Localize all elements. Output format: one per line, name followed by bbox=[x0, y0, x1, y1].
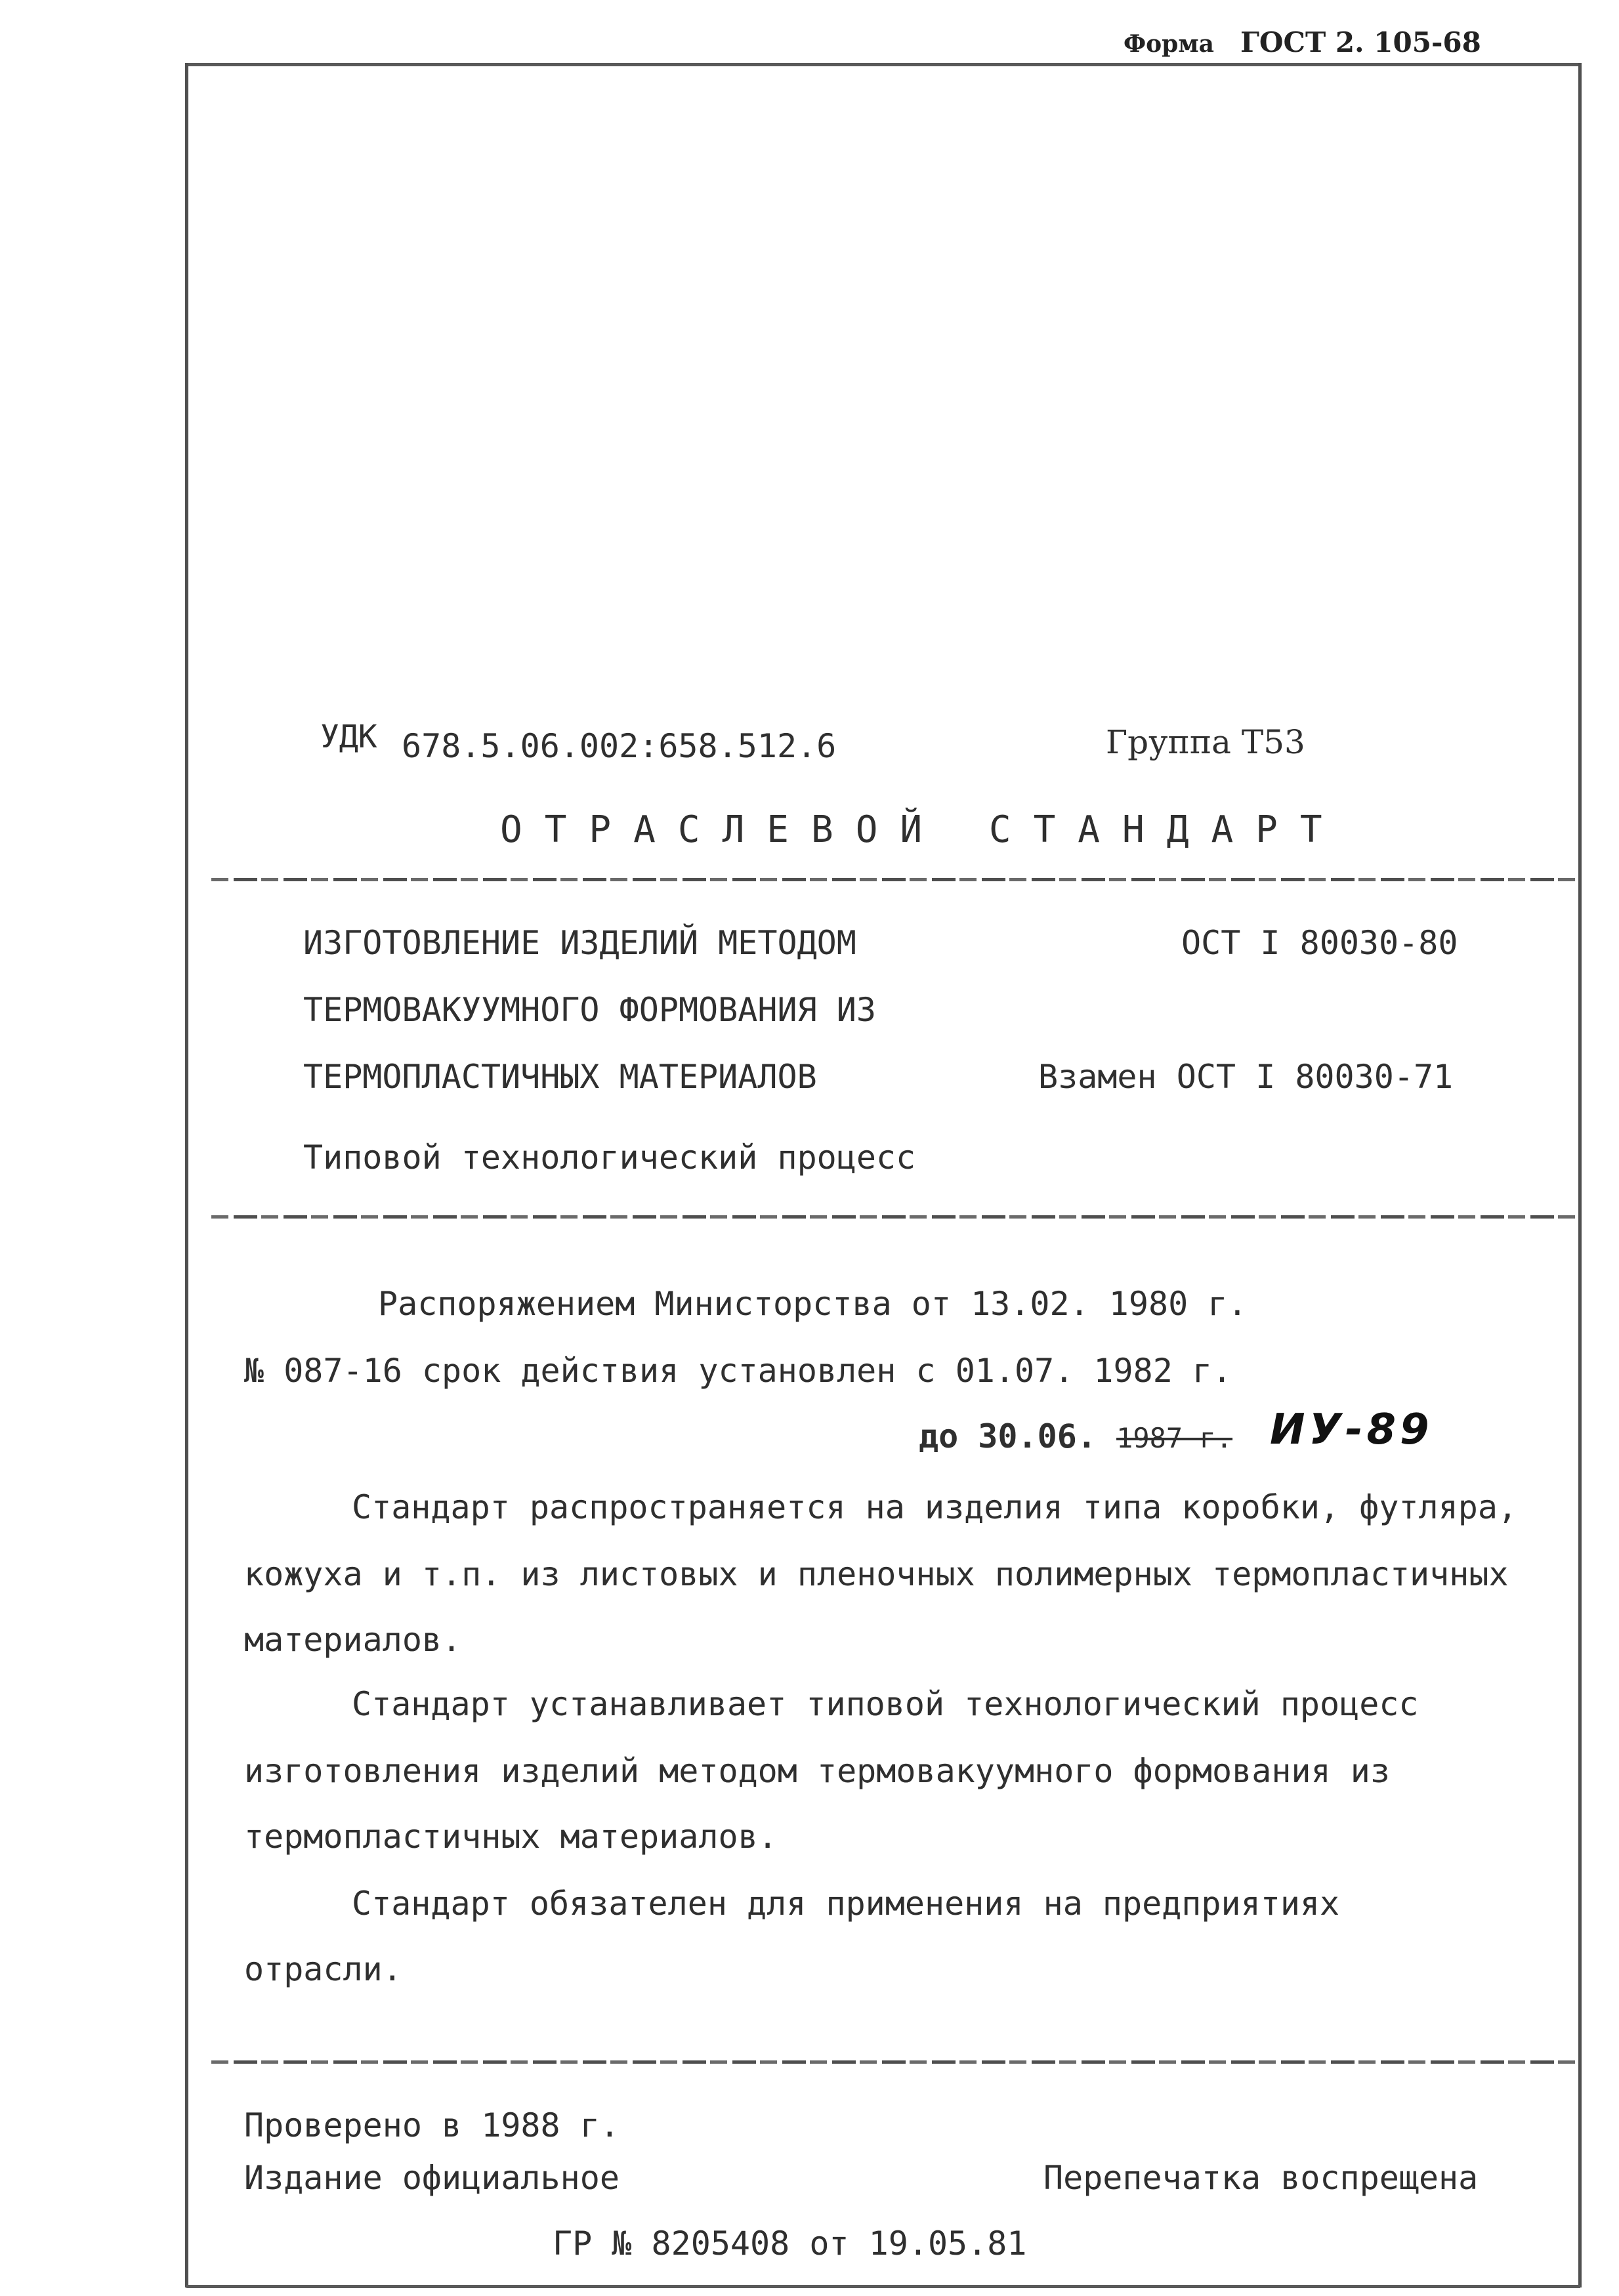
edition-note: Издание официальное bbox=[244, 2159, 620, 2197]
replaces-standard: Взамен ОСТ I 80030-71 bbox=[1038, 1058, 1454, 1096]
checked-note: Проверено в 1988 г. bbox=[244, 2106, 620, 2144]
title-subtitle: Типовой технологический процесс bbox=[303, 1138, 916, 1177]
handwritten-amendment: ИУ-89 bbox=[1270, 1406, 1433, 1454]
title-line-1: ИЗГОТОВЛЕНИЕ ИЗДЕЛИЙ МЕТОДОМ bbox=[303, 924, 856, 962]
paragraph1-line2: кожуха и т.п. из листовых и пленочных полимерных термопластичных bbox=[244, 1555, 1509, 1593]
paragraph1-line1: Стандарт распространяется на изделия типа коробки, футляра, bbox=[352, 1488, 1518, 1526]
udk-number: 678.5.06.002:658.512.6 bbox=[402, 727, 837, 765]
decree-until-prefix: до 30.06. bbox=[919, 1417, 1097, 1455]
reprint-note: Перепечатка воспрещена bbox=[1043, 2159, 1479, 2197]
form-prefix: Форма bbox=[1124, 30, 1214, 58]
decree-until bbox=[919, 1417, 1232, 1455]
decree-line-1: Распоряжением Министорства от 13.02. 1980 г. bbox=[378, 1285, 1248, 1323]
form-reference bbox=[1124, 26, 1481, 58]
paragraph2-line1: Стандарт устанавливает типовой технологический процесс bbox=[352, 1685, 1419, 1723]
divider-bottom bbox=[211, 2060, 1576, 2064]
frame-top-border bbox=[186, 63, 1580, 66]
registration-number: ГР № 8205408 от 19.05.81 bbox=[553, 2224, 1027, 2263]
paragraph2-line3: термопластичных материалов. bbox=[244, 1818, 778, 1856]
decree-line-2: № 087-16 срок действия установлен с 01.07. 1982 г. bbox=[244, 1352, 1232, 1390]
udk-label: УДК bbox=[320, 719, 377, 755]
standard-heading: ОТРАСЛЕВОЙ СТАНДАРТ bbox=[500, 808, 1345, 851]
frame-left-border bbox=[185, 63, 188, 2287]
paragraph3-line1: Стандарт обязателен для применения на предприятиях bbox=[352, 1885, 1340, 1923]
decree-until-struck: 1987 г. bbox=[1116, 1422, 1233, 1454]
paragraph1-line3: материалов. bbox=[244, 1621, 462, 1659]
title-line-2: ТЕРМОВАКУУМНОГО ФОРМОВАНИЯ ИЗ bbox=[303, 991, 876, 1029]
title-line-3: ТЕРМОПЛАСТИЧНЫХ МАТЕРИАЛОВ bbox=[303, 1058, 817, 1096]
form-code: ГОСТ 2. 105-68 bbox=[1240, 26, 1481, 58]
divider-top bbox=[211, 878, 1576, 881]
paragraph2-line2: изготовления изделий методом термовакуумного формования из bbox=[244, 1752, 1390, 1790]
divider-middle bbox=[211, 1215, 1576, 1219]
paragraph3-line2: отрасли. bbox=[244, 1950, 402, 1988]
frame-right-border bbox=[1578, 63, 1582, 2287]
group-code: Группа Т53 bbox=[1106, 723, 1305, 761]
ost-number: ОСТ I 80030-80 bbox=[1181, 924, 1458, 962]
frame-bottom-border bbox=[186, 2285, 1580, 2288]
